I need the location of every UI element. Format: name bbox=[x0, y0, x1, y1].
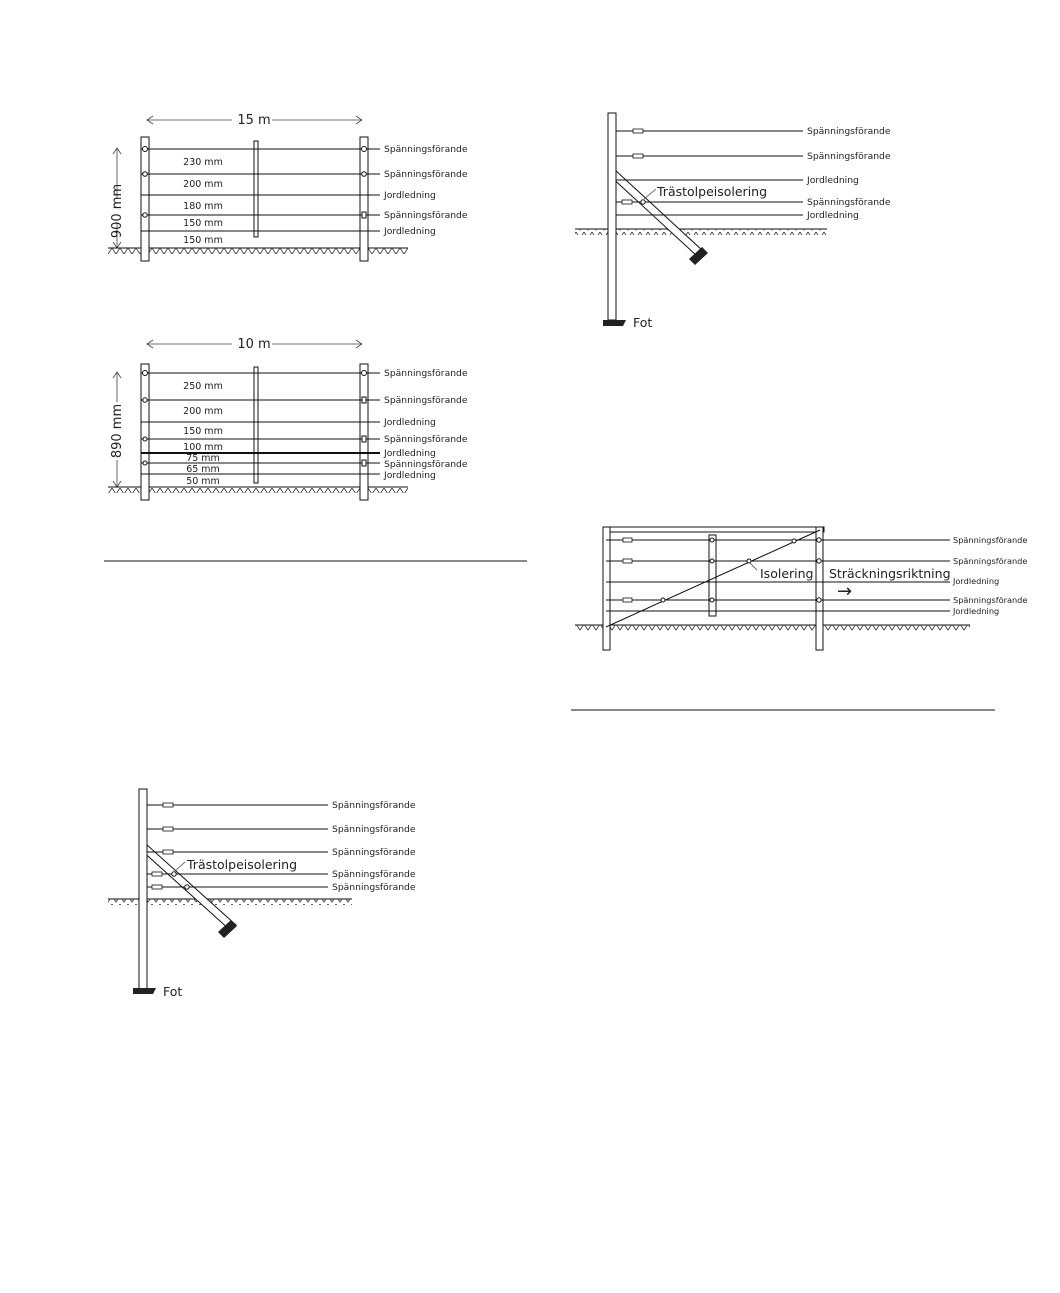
wire-label: Spänningsförande bbox=[953, 535, 1028, 545]
spacing-label: 180 mm bbox=[183, 201, 223, 212]
wire-label: Spänningsförande bbox=[384, 210, 468, 221]
foot-label: Fot bbox=[633, 315, 653, 330]
figure-10m-fence bbox=[108, 337, 468, 500]
post-left bbox=[141, 364, 149, 500]
wire-label: Jordledning bbox=[384, 190, 436, 201]
spacing-label: 75 mm bbox=[186, 453, 220, 464]
foot-label: Fot bbox=[163, 984, 183, 999]
wire-label: Spänningsförande bbox=[807, 126, 891, 137]
wire-label: Spänningsförande bbox=[807, 151, 891, 162]
spacing-label: 50 mm bbox=[186, 476, 220, 487]
wire-label: Jordledning bbox=[953, 576, 1000, 586]
figure-end-post-brace bbox=[575, 113, 891, 330]
height-label: 900 mm bbox=[110, 183, 125, 239]
figure-end-post-brace-live bbox=[108, 789, 416, 999]
spacing-label: 250 mm bbox=[183, 381, 223, 392]
spacing-label: 200 mm bbox=[183, 406, 223, 417]
spacing-label: 150 mm bbox=[183, 235, 223, 246]
post-right bbox=[360, 364, 368, 500]
wire-label: Spänningsförande bbox=[332, 847, 416, 858]
spacing-label: 100 mm bbox=[183, 442, 223, 453]
wire-label: Jordledning bbox=[807, 175, 859, 186]
spacing-label: 200 mm bbox=[183, 179, 223, 190]
spacing-label: 230 mm bbox=[183, 157, 223, 168]
insulator-label: Trästolpeisolering bbox=[657, 184, 768, 199]
wire-label: Spänningsförande bbox=[384, 169, 468, 180]
wire-label: Spänningsförande bbox=[332, 824, 416, 835]
figure-15m-fence bbox=[108, 113, 468, 261]
wire-label: Spänningsförande bbox=[953, 595, 1028, 605]
wire-label: Jordledning bbox=[384, 226, 436, 237]
wire-label: Spänningsförande bbox=[384, 459, 468, 470]
post-right bbox=[360, 137, 368, 261]
height-label: 890 mm bbox=[110, 403, 125, 459]
post-left bbox=[141, 137, 149, 261]
wire-label: Jordledning bbox=[807, 210, 859, 221]
span-label: 10 m bbox=[237, 337, 271, 352]
isolation-label: Isolering bbox=[760, 566, 814, 581]
dropper bbox=[254, 367, 258, 483]
wire-label: Spänningsförande bbox=[384, 395, 468, 406]
wire-label: Spänningsförande bbox=[332, 882, 416, 893]
direction-arrow-icon: → bbox=[837, 581, 853, 602]
figure-braced-frame bbox=[575, 527, 1027, 650]
wire-label: Spänningsförande bbox=[384, 434, 468, 445]
wire-label: Spänningsförande bbox=[807, 197, 891, 208]
wire-label: Jordledning bbox=[384, 417, 436, 428]
wire-label: Spänningsförande bbox=[384, 144, 468, 155]
wire-label: Jordledning bbox=[384, 470, 436, 481]
wire-label: Spänningsförande bbox=[953, 556, 1028, 566]
spacing-label: 150 mm bbox=[183, 218, 223, 229]
wire-label: Spänningsförande bbox=[332, 869, 416, 880]
wire-label: Spänningsförande bbox=[384, 368, 468, 379]
wire-label: Jordledning bbox=[384, 448, 436, 459]
wire-label: Spänningsförande bbox=[332, 800, 416, 811]
direction-label: Sträckningsriktning bbox=[829, 566, 951, 581]
dropper bbox=[254, 141, 258, 237]
insulator-label: Trästolpeisolering bbox=[187, 857, 298, 872]
wire-label: Jordledning bbox=[953, 606, 1000, 616]
spacing-label: 65 mm bbox=[186, 464, 220, 475]
spacing-label: 150 mm bbox=[183, 426, 223, 437]
span-label: 15 m bbox=[237, 113, 271, 128]
